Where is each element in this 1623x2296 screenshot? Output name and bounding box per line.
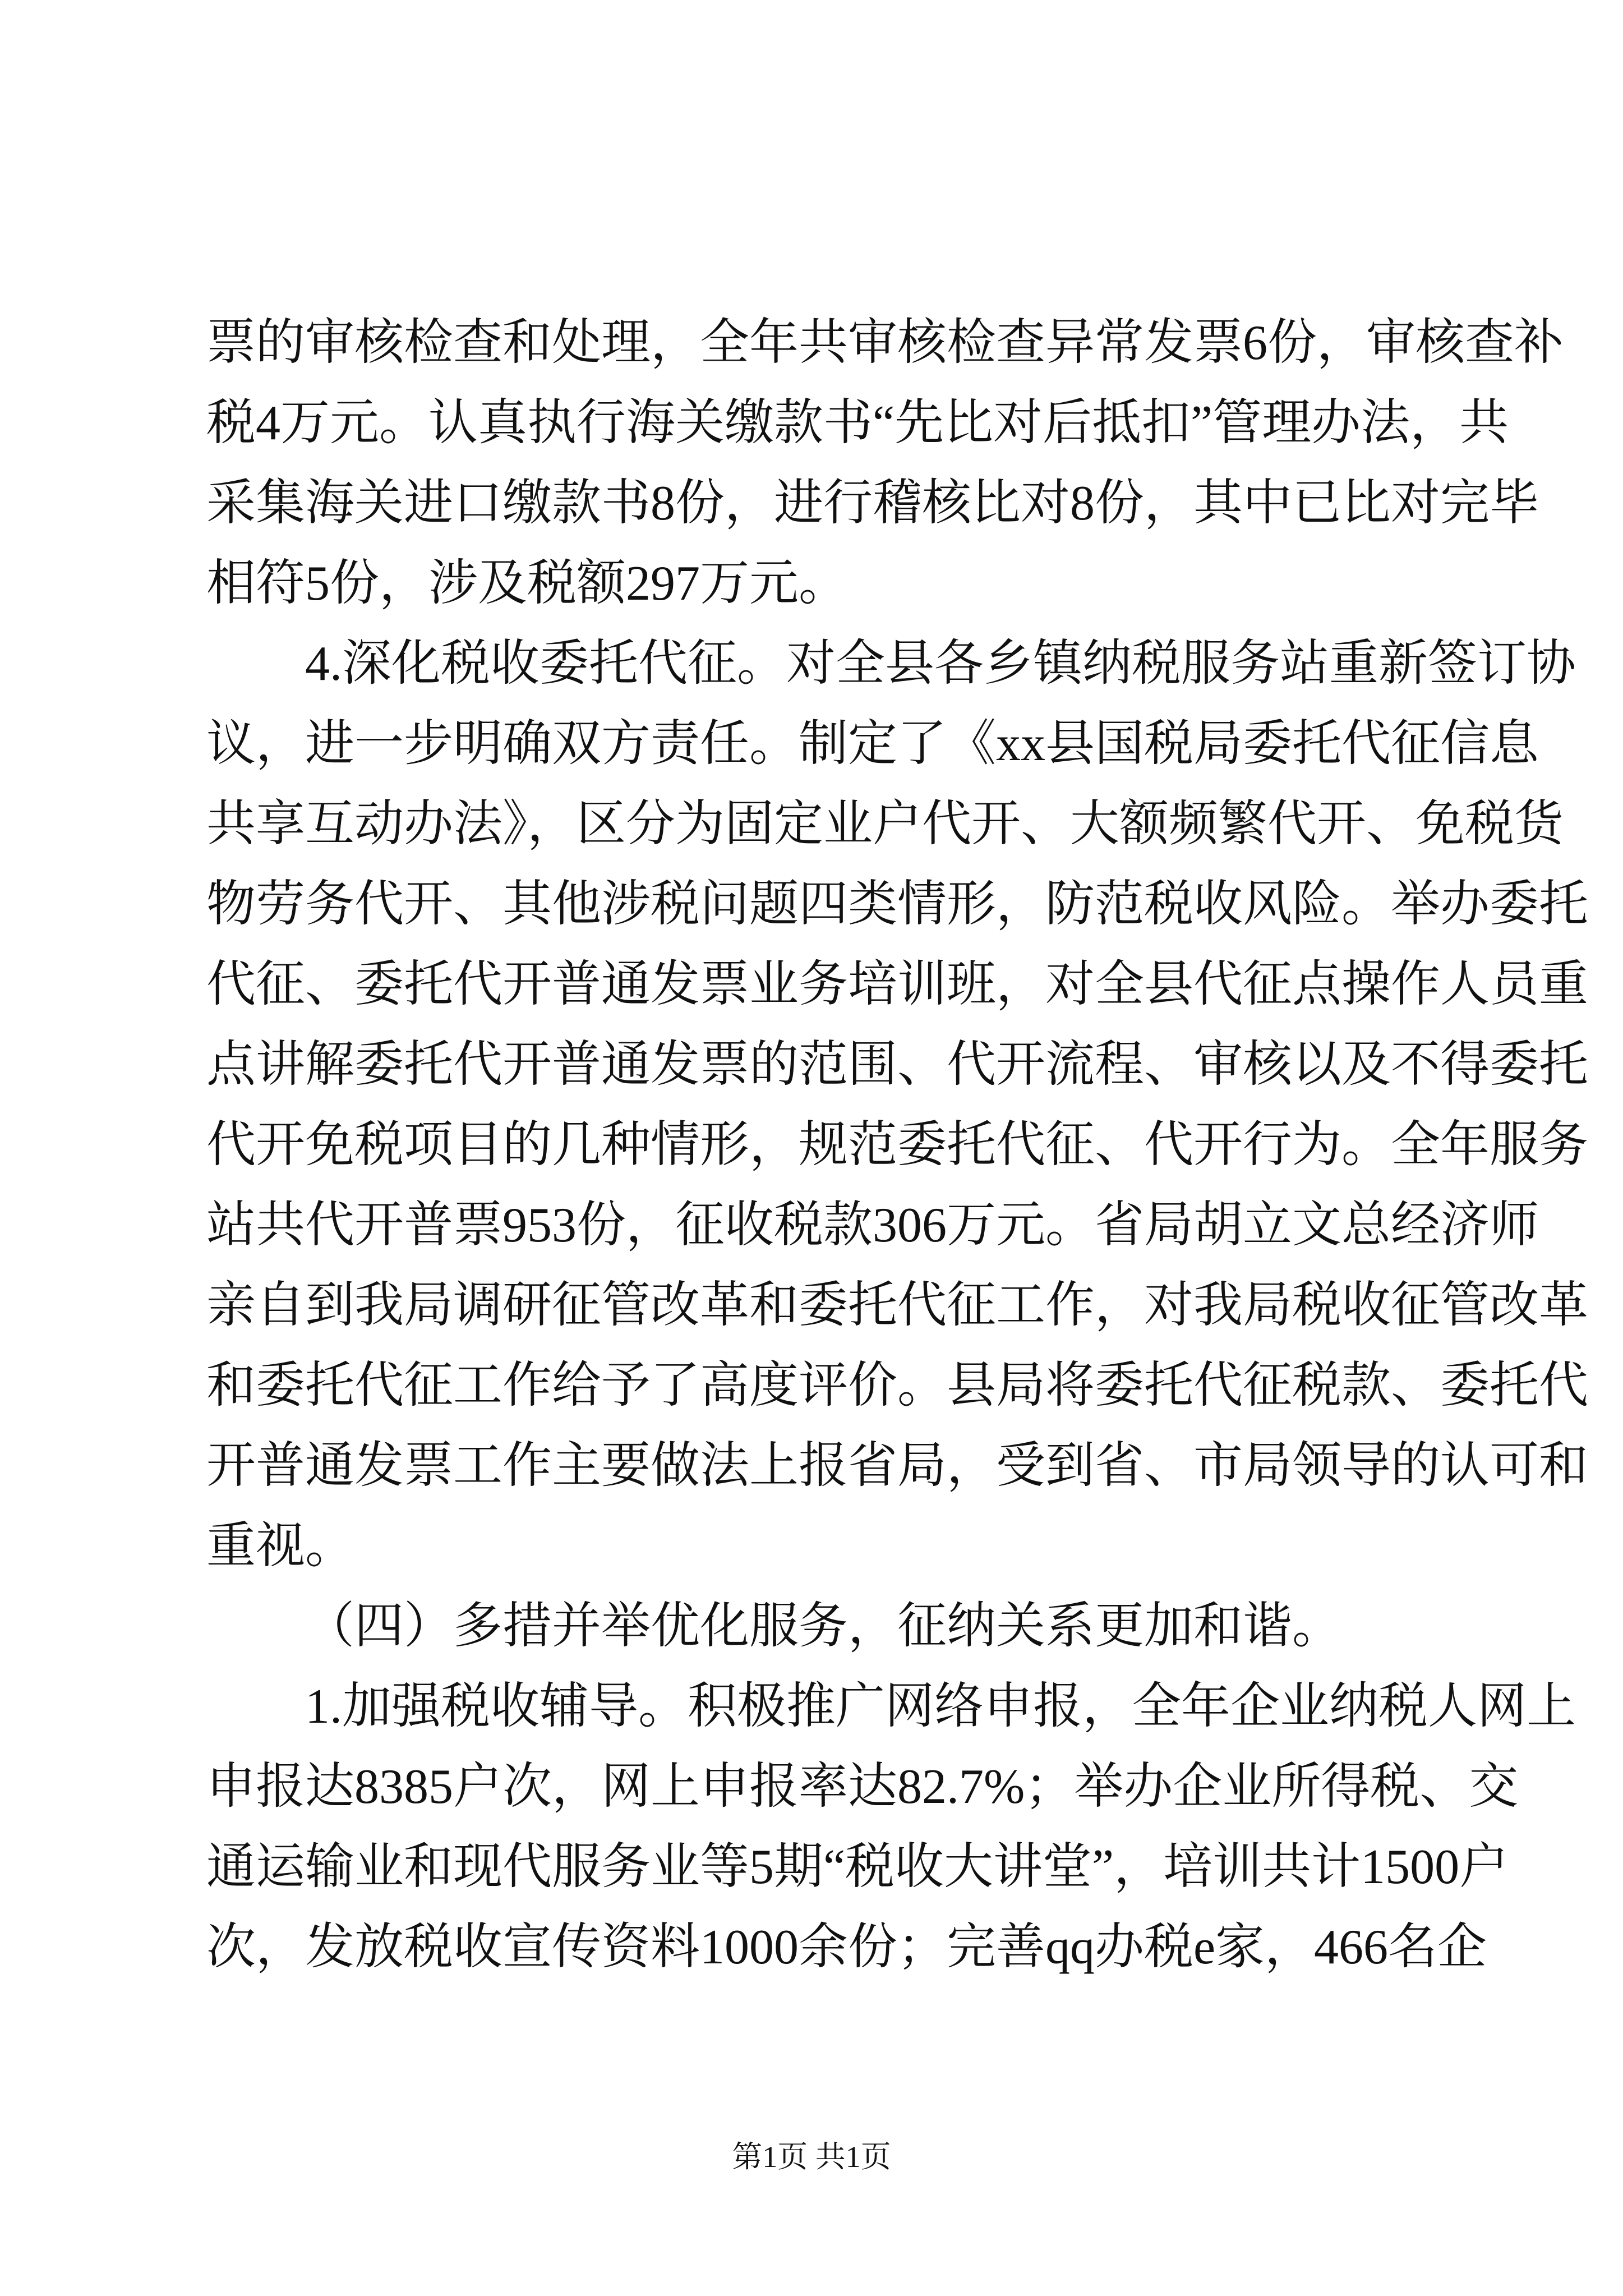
text-line: 亲自到我局调研征管改革和委托代征工作，对我局税收征管改革 [206, 1278, 1589, 1333]
text-line: 议，进一步明确双方责任。制定了《xx县国税局委托代征信息 [206, 717, 1539, 771]
text-line: 代开免税项目的几种情形，规范委托代征、代开行为。全年服务 [206, 1118, 1589, 1172]
text-line: 次，发放税收宣传资料1000余份；完善qq办税e家，466名企 [206, 1920, 1487, 1975]
text-line: 通运输业和现代服务业等5期“税收大讲堂”，培训共计1500户 [206, 1840, 1509, 1894]
text-line: 开普通发票工作主要做法上报省局，受到省、市局领导的认可和 [206, 1439, 1589, 1493]
text-line: 4.深化税收委托代征。对全县各乡镇纳税服务站重新签订协 [305, 637, 1576, 691]
text-line: 共享互动办法》，区分为固定业户代开、大额频繁代开、免税货 [206, 797, 1564, 852]
text-line: 代征、委托代开普通发票业务培训班，对全县代征点操作人员重 [206, 958, 1589, 1012]
text-line: 税4万元。认真执行海关缴款书“先比对后抵扣”管理办法，共 [206, 396, 1509, 450]
text-line: 票的审核检查和处理，全年共审核检查异常发票6份，审核查补 [206, 316, 1564, 370]
text-line: 和委托代征工作给予了高度评价。县局将委托代征税款、委托代 [206, 1359, 1589, 1413]
page-footer: 第1页 共1页 [732, 2140, 891, 2174]
text-line: 申报达8385户次，网上申报率达82.7%；举办企业所得税、交 [206, 1760, 1519, 1814]
text-line: 采集海关进口缴款书8份，进行稽核比对8份，其中已比对完毕 [206, 476, 1539, 531]
text-line: 1.加强税收辅导。积极推广网络申报，全年企业纳税人网上 [305, 1680, 1576, 1734]
text-line: 相符5份，涉及税额297万元。 [206, 556, 849, 611]
text-line: 重视。 [206, 1519, 355, 1573]
document-body [206, 303, 1589, 1987]
text-line: 物劳务代开、其他涉税问题四类情形，防范税收风险。举办委托 [206, 877, 1589, 932]
text-line: （四）多措并举优化服务，征纳关系更加和谐。 [305, 1599, 1342, 1654]
text-line: 点讲解委托代开普通发票的范围、代开流程、审核以及不得委托 [206, 1038, 1589, 1092]
text-line: 站共代开普票953份，征收税款306万元。省局胡立文总经济师 [206, 1198, 1539, 1253]
